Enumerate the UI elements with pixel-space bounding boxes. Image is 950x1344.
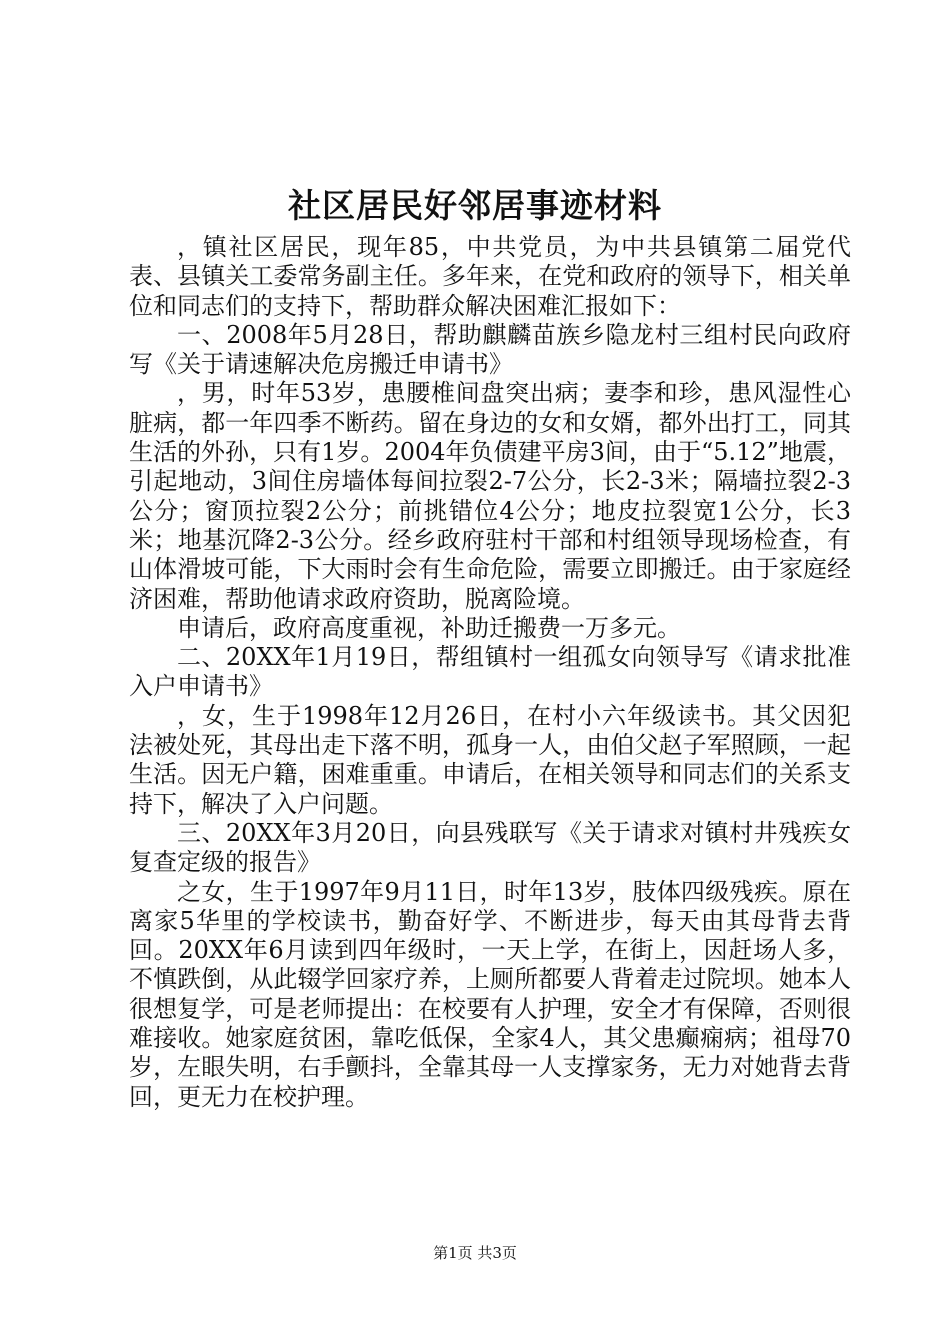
- paragraph-section-1-heading: 一、2008年5月28日，帮助麒麟苗族乡隐龙村三组村民向政府写《关于请速解决危房搬迁申请书》: [129, 320, 851, 379]
- document-body: [129, 233, 851, 1112]
- paragraph-section-1-result: 申请后，政府高度重视，补助迁搬费一万多元。: [177, 613, 681, 642]
- paragraph-section-3-heading: 三、20XX年3月20日，向县残联写《关于请求对镇村井残疾女复查定级的报告》: [129, 818, 851, 877]
- paragraph-section-2-heading: 二、20XX年1月19日，帮组镇村一组孤女向领导写《请求批准入户申请书》: [129, 643, 851, 701]
- paragraph-intro: ，镇社区居民，现年85，中共党员，为中共县镇第二届党代表、县镇关工委常务副主任。多年来，在党和政府的领导下，相关单位和同志们的支持下，帮助群众解决困难汇报如下：: [129, 233, 851, 320]
- document-title: 社区居民好邻居事迹材料: [288, 186, 662, 225]
- paragraph-section-1-detail: ，男，时年53岁，患腰椎间盘突出病；妻李和珍，患风湿性心脏病，都一年四季不断药。留在身边的女和女婿，都外出打工，同其生活的外孙，只有1岁。2004年负债建平房3间，由于“5.12”地震，引起地动，3间住房墙体每间拉裂2-7公分，长2-3米；隔墙拉裂2-3公分；窗顶拉裂2公分；前挑错位4公分；地皮拉裂宽1公分，长3米；地基沉降2-3公分。经乡政府驻村干部和村组领导现场检查，有山体滑坡可能，下大雨时会有生命危险，需要立即搬迁。由于家庭经济困难，帮助他请求政府资助，脱离险境。: [129, 379, 851, 613]
- paragraph-section-3-detail: 之女，生于1997年9月11日，时年13岁，肢体四级残疾。原在离家5华里的学校读书，勤奋好学、不断进步，每天由其母背去背回。20XX年6月读到四年级时，一天上学，在街上，因赶场人多，不慎跌倒，从此辍学回家疗养，上厕所都要人背着走过院坝。她本人很想复学，可是老师提出：在校要有人护理，安全才有保障，否则很难接收。她家庭贫困，靠吃低保，全家4人，其父患癫痫病；祖母70岁，左眼失明，右手颤抖，全靠其母一人支撑家务，无力对她背去背回，更无力在校护理。: [129, 877, 851, 1111]
- page-number-footer: 第1页 共3页: [433, 1244, 517, 1262]
- paragraph-section-2-detail: ，女，生于1998年12月26日，在村小六年级读书。其父因犯法被处死，其母出走下落不明，孤身一人，由伯父赵子军照顾，一起生活。因无户籍，困难重重。申请后，在相关领导和同志们的关系支持下，解决了入户问题。: [129, 701, 851, 818]
